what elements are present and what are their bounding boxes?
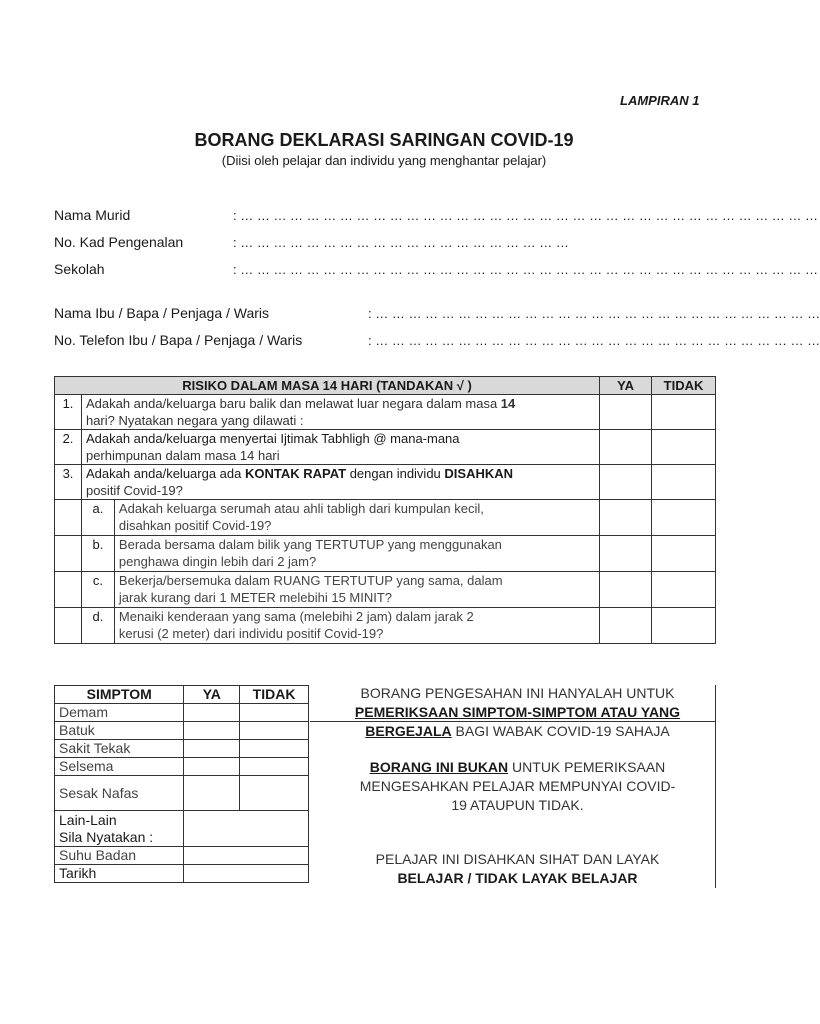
lain-lain-line2: Sila Nyatakan : — [59, 828, 154, 845]
risk-row-2-question — [81, 430, 599, 465]
risk-row-3a-tidak-cell[interactable] — [652, 500, 716, 536]
risk-row-3a-ya-cell[interactable] — [600, 500, 652, 536]
note-p1-line3b: BAGI WABAK COVID-19 SAHAJA — [451, 723, 670, 739]
sub-a-line1: Adakah keluarga serumah atau ahli tabligh dari kumpulan kecil, — [118, 501, 484, 516]
q1-text-b: 14 — [500, 396, 516, 411]
note-p2-a: BORANG INI BUKAN — [369, 759, 509, 775]
field-label-kad-pengenalan: No. Kad Pengenalan — [54, 234, 184, 250]
risk-row-3c-question — [114, 572, 599, 608]
risk-row-3b-ya-cell[interactable] — [600, 536, 652, 572]
risk-row-3a-blank — [55, 500, 82, 536]
q2-text-a: Adakah anda/keluarga menyertai Ijtimak Tabhligh @ mana-mana — [85, 431, 460, 446]
risk-header: RISIKO DALAM MASA 14 HARI (TANDAKAN √ ) — [55, 377, 600, 395]
q3-text-d: DISAHKAN — [444, 466, 514, 481]
symptom-batuk-ya-cell[interactable] — [184, 722, 240, 740]
symptom-row-demam — [55, 704, 309, 722]
symptom-row-suhu — [55, 847, 309, 865]
risk-row-2 — [55, 430, 716, 465]
risk-row-3c-letter: c. — [81, 572, 114, 608]
field-label-sekolah: Sekolah — [54, 261, 105, 277]
risk-row-3d-question — [114, 608, 599, 644]
risk-row-3b-tidak-cell[interactable] — [652, 536, 716, 572]
lain-lain-line1: Lain-Lain — [59, 811, 117, 828]
risk-row-3b-letter: b. — [81, 536, 114, 572]
symptom-lain-lain-input[interactable] — [184, 811, 309, 847]
risk-row-3a-question — [114, 500, 599, 536]
symptom-col-simptom: SIMPTOM — [55, 686, 184, 704]
risk-row-1-tidak-cell[interactable] — [652, 395, 716, 430]
symptom-row-sesak-nafas — [55, 776, 309, 811]
form-title: BORANG DEKLARASI SARINGAN COVID-19 — [194, 130, 574, 150]
note-p2-b: UNTUK PEMERIKSAAN — [508, 759, 666, 775]
sub-b-line2: penghawa dingin lebih dari 2 jam? — [118, 554, 317, 569]
note-p1-line2: PEMERIKSAAN SIMPTOM-SIMPTOM ATAU YANG — [354, 704, 681, 720]
symptom-table — [54, 685, 309, 883]
risk-row-3a-letter: a. — [81, 500, 114, 536]
risk-row-3c-blank — [55, 572, 82, 608]
symptom-demam-ya-cell[interactable] — [184, 704, 240, 722]
risk-row-3d-ya-cell[interactable] — [600, 608, 652, 644]
field-input-kad-pengenalan[interactable]: : … … … … … … … … … … … … … … … … … … … … — [233, 235, 569, 250]
q3-text-b: KONTAK RAPAT — [244, 466, 347, 481]
field-input-sekolah[interactable]: : … … … … … … … … … … … … … … … … … … … … … … … … … … … … … … … … … … … — [233, 262, 819, 277]
field-label-telefon-waris: No. Telefon Ibu / Bapa / Penjaga / Waris — [54, 332, 303, 348]
sub-b-line1: Berada bersama dalam bilik yang TERTUTUP yang menggunakan — [118, 537, 502, 552]
symptom-row-batuk — [55, 722, 309, 740]
sub-c-line2: jarak kurang dari 1 METER melebihi 15 MINIT? — [118, 590, 393, 605]
sub-d-line2: kerusi (2 meter) dari individu positif Covid-19? — [118, 626, 384, 641]
symptom-sakit-tekak-tidak-cell[interactable] — [240, 740, 309, 758]
risk-col-ya: YA — [600, 377, 652, 395]
lampiran-label: LAMPIRAN 1 — [620, 93, 700, 108]
risk-row-3d — [55, 608, 716, 644]
risk-row-1 — [55, 395, 716, 430]
q2-text-b: perhimpunan dalam masa 14 hari — [85, 448, 280, 463]
risk-row-3-num: 3. — [55, 465, 82, 500]
risk-row-3 — [55, 465, 716, 500]
symptom-batuk-tidak-cell[interactable] — [240, 722, 309, 740]
note-p3-line2[interactable]: BELAJAR / TIDAK LAYAK BELAJAR — [397, 870, 638, 886]
q1-text-a: Adakah anda/keluarga baru balik dan melawat luar negara dalam masa — [85, 396, 501, 411]
risk-row-3-question — [81, 465, 599, 500]
symptom-header-row — [55, 686, 309, 704]
risk-col-tidak: TIDAK — [652, 377, 716, 395]
q3-text-c: dengan individu — [346, 466, 445, 481]
form-subtitle: (Diisi oleh pelajar dan individu yang menghantar pelajar) — [221, 153, 547, 168]
field-input-telefon-waris[interactable]: : … … … … … … … … … … … … … … … … … … … … … … … … … … … — [368, 333, 820, 348]
risk-row-3b-question — [114, 536, 599, 572]
note-p2-line2: MENGESAHKAN PELAJAR MEMPUNYAI COVID- — [359, 778, 676, 794]
symptom-row-selsema — [55, 758, 309, 776]
symptom-label-batuk: Batuk — [55, 722, 184, 740]
symptom-label-selsema: Selsema — [55, 758, 184, 776]
symptom-label-sesak-nafas: Sesak Nafas — [55, 776, 184, 811]
risk-row-1-ya-cell[interactable] — [600, 395, 652, 430]
symptom-demam-tidak-cell[interactable] — [240, 704, 309, 722]
note-p2-line3: 19 ATAUPUN TIDAK. — [451, 797, 584, 813]
sub-a-line2: disahkan positif Covid-19? — [118, 518, 272, 533]
notes-box-right-border — [715, 685, 716, 888]
symptom-selsema-ya-cell[interactable] — [184, 758, 240, 776]
symptom-suhu-input[interactable] — [184, 847, 309, 865]
risk-row-2-num: 2. — [55, 430, 82, 465]
sub-d-line1: Menaiki kenderaan yang sama (melebihi 2 jam) dalam jarak 2 — [118, 609, 474, 624]
risk-row-3a — [55, 500, 716, 536]
symptom-sesak-nafas-ya-cell[interactable] — [184, 776, 240, 811]
notes-paragraph-3 — [335, 850, 700, 888]
risk-row-3c-ya-cell[interactable] — [600, 572, 652, 608]
notes-paragraph-2 — [335, 758, 700, 815]
symptom-label-demam: Demam — [55, 704, 184, 722]
symptom-label-suhu: Suhu Badan — [55, 847, 184, 865]
note-p3-line1: PELAJAR INI DISAHKAN SIHAT DAN LAYAK — [375, 851, 660, 867]
risk-row-3c-tidak-cell[interactable] — [652, 572, 716, 608]
symptom-sakit-tekak-ya-cell[interactable] — [184, 740, 240, 758]
note-p1-line1: BORANG PENGESAHAN INI HANYALAH UNTUK — [360, 685, 675, 701]
field-input-nama-murid[interactable]: : … … … … … … … … … … … … … … … … … … … … … … … … … … … … … … … … … … … — [233, 208, 819, 223]
q3-text-a: Adakah anda/keluarga ada — [85, 466, 245, 481]
risk-row-3d-blank — [55, 608, 82, 644]
risk-row-2-tidak-cell[interactable] — [652, 430, 716, 465]
notes-paragraph-1 — [335, 684, 700, 741]
q3-text-e: positif Covid-19? — [85, 483, 183, 498]
symptom-row-sakit-tekak — [55, 740, 309, 758]
risk-row-3d-tidak-cell[interactable] — [652, 608, 716, 644]
risk-row-3b — [55, 536, 716, 572]
field-label-nama-waris: Nama Ibu / Bapa / Penjaga / Waris — [54, 305, 270, 321]
risk-row-3-tidak-cell[interactable] — [652, 465, 716, 500]
risk-row-3b-blank — [55, 536, 82, 572]
symptom-col-ya: YA — [184, 686, 240, 704]
risk-row-1-question — [81, 395, 599, 430]
risk-header-row — [55, 377, 716, 395]
risk-row-3-ya-cell[interactable] — [600, 465, 652, 500]
symptom-label-lain-lain — [55, 811, 184, 847]
symptom-label-tarikh: Tarikh — [55, 865, 184, 883]
symptom-row-lain-lain — [55, 811, 309, 847]
symptom-sesak-nafas-tidak-cell[interactable] — [240, 776, 309, 811]
field-label-nama-murid: Nama Murid — [54, 207, 131, 223]
risk-row-3c — [55, 572, 716, 608]
field-input-nama-waris[interactable]: : … … … … … … … … … … … … … … … … … … … … … … … … … … … — [368, 306, 820, 321]
risk-row-1-num: 1. — [55, 395, 82, 430]
risk-table — [54, 376, 716, 644]
q1-text-c: hari? Nyatakan negara yang dilawati : — [85, 413, 304, 428]
symptom-selsema-tidak-cell[interactable] — [240, 758, 309, 776]
risk-row-2-ya-cell[interactable] — [600, 430, 652, 465]
note-p1-line3a: BERGEJALA — [365, 723, 452, 739]
symptom-tarikh-input[interactable] — [184, 865, 309, 883]
sub-c-line1: Bekerja/bersemuka dalam RUANG TERTUTUP yang sama, dalam — [118, 573, 503, 588]
risk-row-3d-letter: d. — [81, 608, 114, 644]
symptom-row-tarikh — [55, 865, 309, 883]
symptom-col-tidak: TIDAK — [240, 686, 309, 704]
symptom-label-sakit-tekak: Sakit Tekak — [55, 740, 184, 758]
